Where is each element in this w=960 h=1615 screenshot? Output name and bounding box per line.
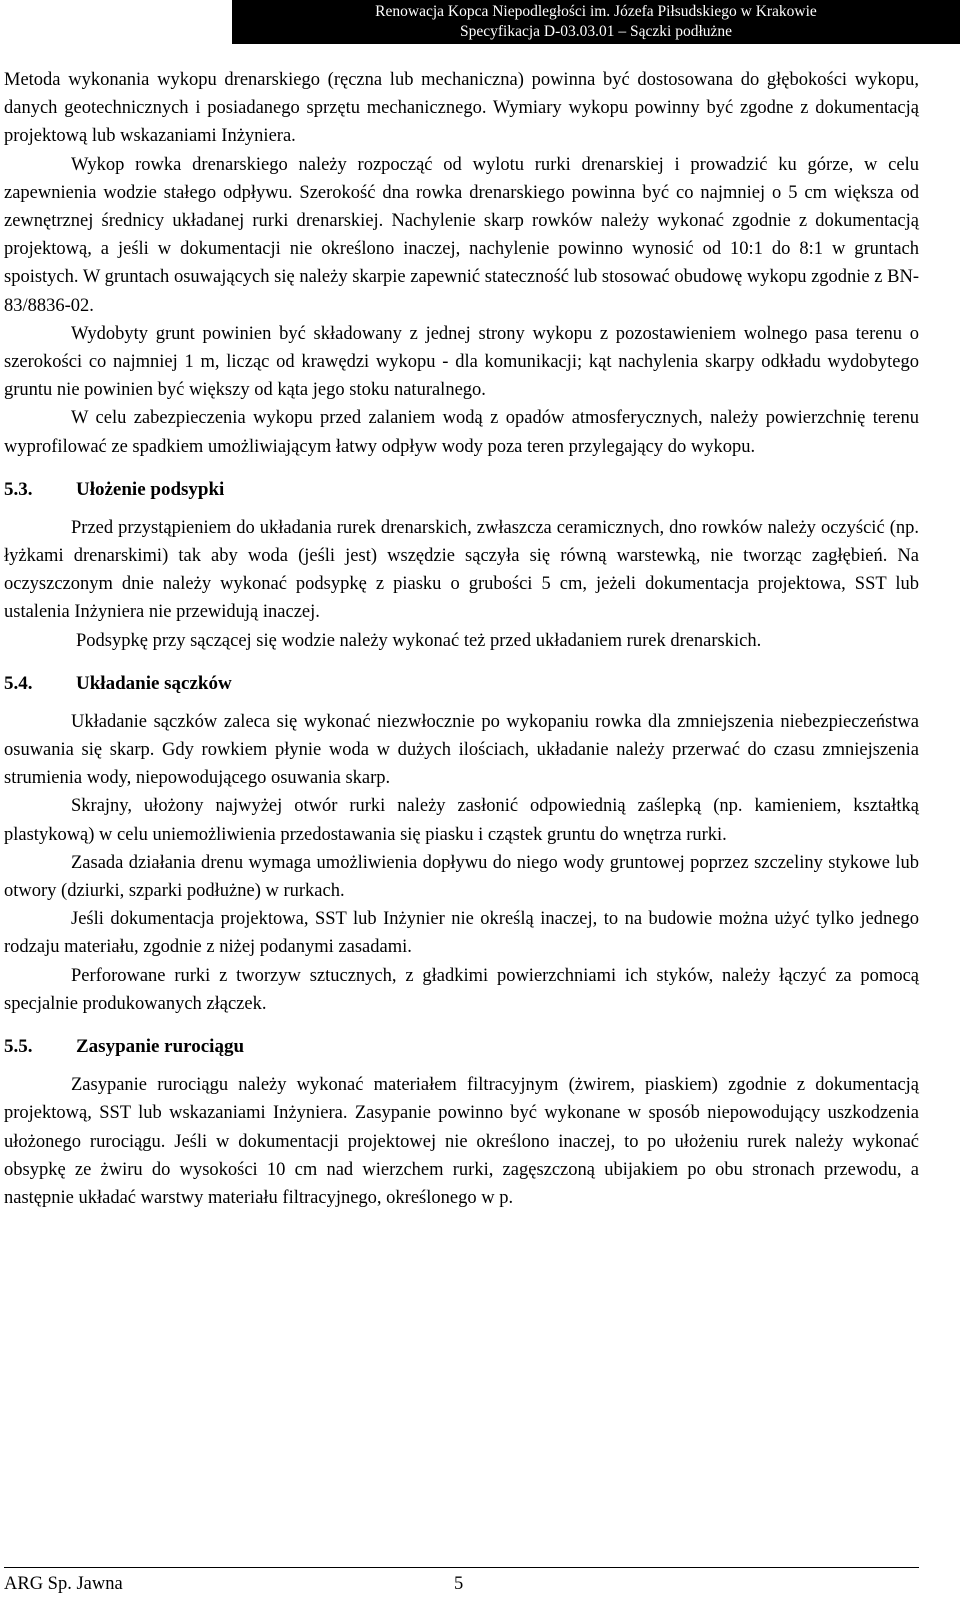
page-number: 5 — [454, 1574, 464, 1594]
running-header — [232, 0, 960, 44]
header-project-title: Renowacja Kopca Niepodległości im. Józefa Piłsudskiego w Krakowie — [375, 3, 817, 20]
paragraph: Perforowane rurki z tworzyw sztucznych, z gładkimi powierzchniami ich styków, należy łączyć za pomocą specjalnie produkowanych złączek. — [4, 965, 919, 1014]
header-spec-title: Specyfikacja D-03.03.01 – Sączki podłużne — [459, 23, 733, 40]
paragraph: W celu zabezpieczenia wykopu przed zalaniem wodą z opadów atmosferycznych, należy powierzchnię terenu wyprofilować ze spadkiem umożliwiającym łatwy odpływ wody poza teren przylegający do wykopu. — [4, 408, 919, 457]
paragraph: Układanie sączków zaleca się wykonać niezwłocznie po wykopaniu rowka dla zmniejszenia niebezpieczeństwa osuwania się skarp. Gdy rowkiem płynie woda w dużych ilościach, układanie należy przerwać do czasu zmniejszenia strumienia wody, niepowodującego osuwania skarp. — [4, 711, 919, 789]
footer-company: ARG Sp. Jawna — [4, 1574, 123, 1594]
section-heading-5-5 — [4, 1033, 919, 1061]
paragraph: Metoda wykonania wykopu drenarskiego (ręczna lub mechaniczna) powinna być dostosowana do głębokości wykopu, danych geotechnicznych i posiadanego sprzętu mechanicznego. Wymiary wykopu powinny być zgodne z dokumentacją projektową lub wskazaniami Inżyniera. — [4, 70, 919, 147]
paragraph: Przed przystąpieniem do układania rurek drenarskich, zwłaszcza ceramicznych, dno rowków należy oczyścić (np. łyżkami drenarskimi) tak aby woda (jeśli jest) wszędzie sączyła się równą warstewką, nie tworząc zagłębień. Na oczyszczonym dnie należy wykonać podsypkę z piasku o grubości 5 cm, jeżeli dokumentacja projektowa, SST lub ustalenia Inżyniera nie przewidują inaczej. — [4, 517, 919, 623]
footer-divider — [4, 1567, 919, 1568]
paragraph: Skrajny, ułożony najwyżej otwór rurki należy zasłonić odpowiednią zaślepką (np. kamieniem, kształtką plastykową) w celu uniemożliwienia przedostawania się piasku i cząstek gruntu do wnętrza rurki. — [4, 796, 919, 845]
paragraph: Wykop rowka drenarskiego należy rozpocząć od wylotu rurki drenarskiej i prowadzić ku górze, w celu zapewnienia wodzie stałego odpływu. Szerokość dna rowka drenarskiego powinna być co najmniej o 5 cm większa od zewnętrznej średnicy układanej rurki drenarskiej. Nachylenie skarp rowków należy wykonać zgodnie z dokumentacją projektową, a jeśli w dokumentacji nie określono inaczej, nachylenie powinno wynosić od 10:1 do 8:1 w gruntach spoistych. W gruntach osuwających się należy skarpie zapewnić stateczność lub stosować obudowę wykopu zgodnie z BN-83/8836-02. — [4, 154, 919, 316]
section-number: 5.4. — [4, 672, 33, 694]
paragraph: Podsypkę przy sączącej się wodzie należy wykonać też przed układaniem rurek drenarskich. — [76, 630, 762, 651]
paragraph: Jeśli dokumentacja projektowa, SST lub Inżynier nie określą inaczej, to na budowie można użyć tylko jednego rodzaju materiału, zgodnie z niżej podanymi zasadami. — [4, 909, 919, 958]
section-title: Układanie sączków — [76, 672, 232, 694]
section-title: Ułożenie podsypki — [76, 478, 225, 500]
section-heading-5-3 — [4, 476, 919, 504]
paragraph: Zasada działania drenu wymaga umożliwienia dopływu do niego wody gruntowej poprzez szczeliny stykowe lub otwory (dziurki, szparki podłużne) w rurkach. — [4, 852, 919, 902]
section-number: 5.5. — [4, 1036, 33, 1058]
paragraph: Zasypanie rurociągu należy wykonać materiałem filtracyjnym (żwirem, piaskiem) zgodnie z dokumentacją projektową, SST lub wskazaniami Inżyniera. Zasypanie powinno być wykonane w sposób niepowodujący uszkodzenia ułożonego rurociągu. Jeśli w dokumentacji projektowej nie określono inaczej, to po ułożeniu rurek należy wykonać obsypkę ze żwiru do wysokości 10 cm nad wierzchem rurki, zagęszczoną ubijakiem po obu stronach przewodu, a następnie układać warstwy materiału filtracyjnego, określonego w p. — [4, 1075, 919, 1208]
section-title: Zasypanie rurociągu — [76, 1036, 245, 1058]
section-heading-5-4 — [4, 670, 919, 698]
paragraph: Wydobyty grunt powinien być składowany z jednej strony wykopu z pozostawieniem wolnego pasa terenu o szerokości co najmniej 1 m, licząc od krawędzi wykopu - dla komunikacji; kąt nachylenia skarpy odkładu wydobytego gruntu nie powinien być większy od kąta jego stoku naturalnego. — [4, 323, 919, 401]
document-body — [4, 66, 919, 1212]
section-number: 5.3. — [4, 478, 33, 500]
